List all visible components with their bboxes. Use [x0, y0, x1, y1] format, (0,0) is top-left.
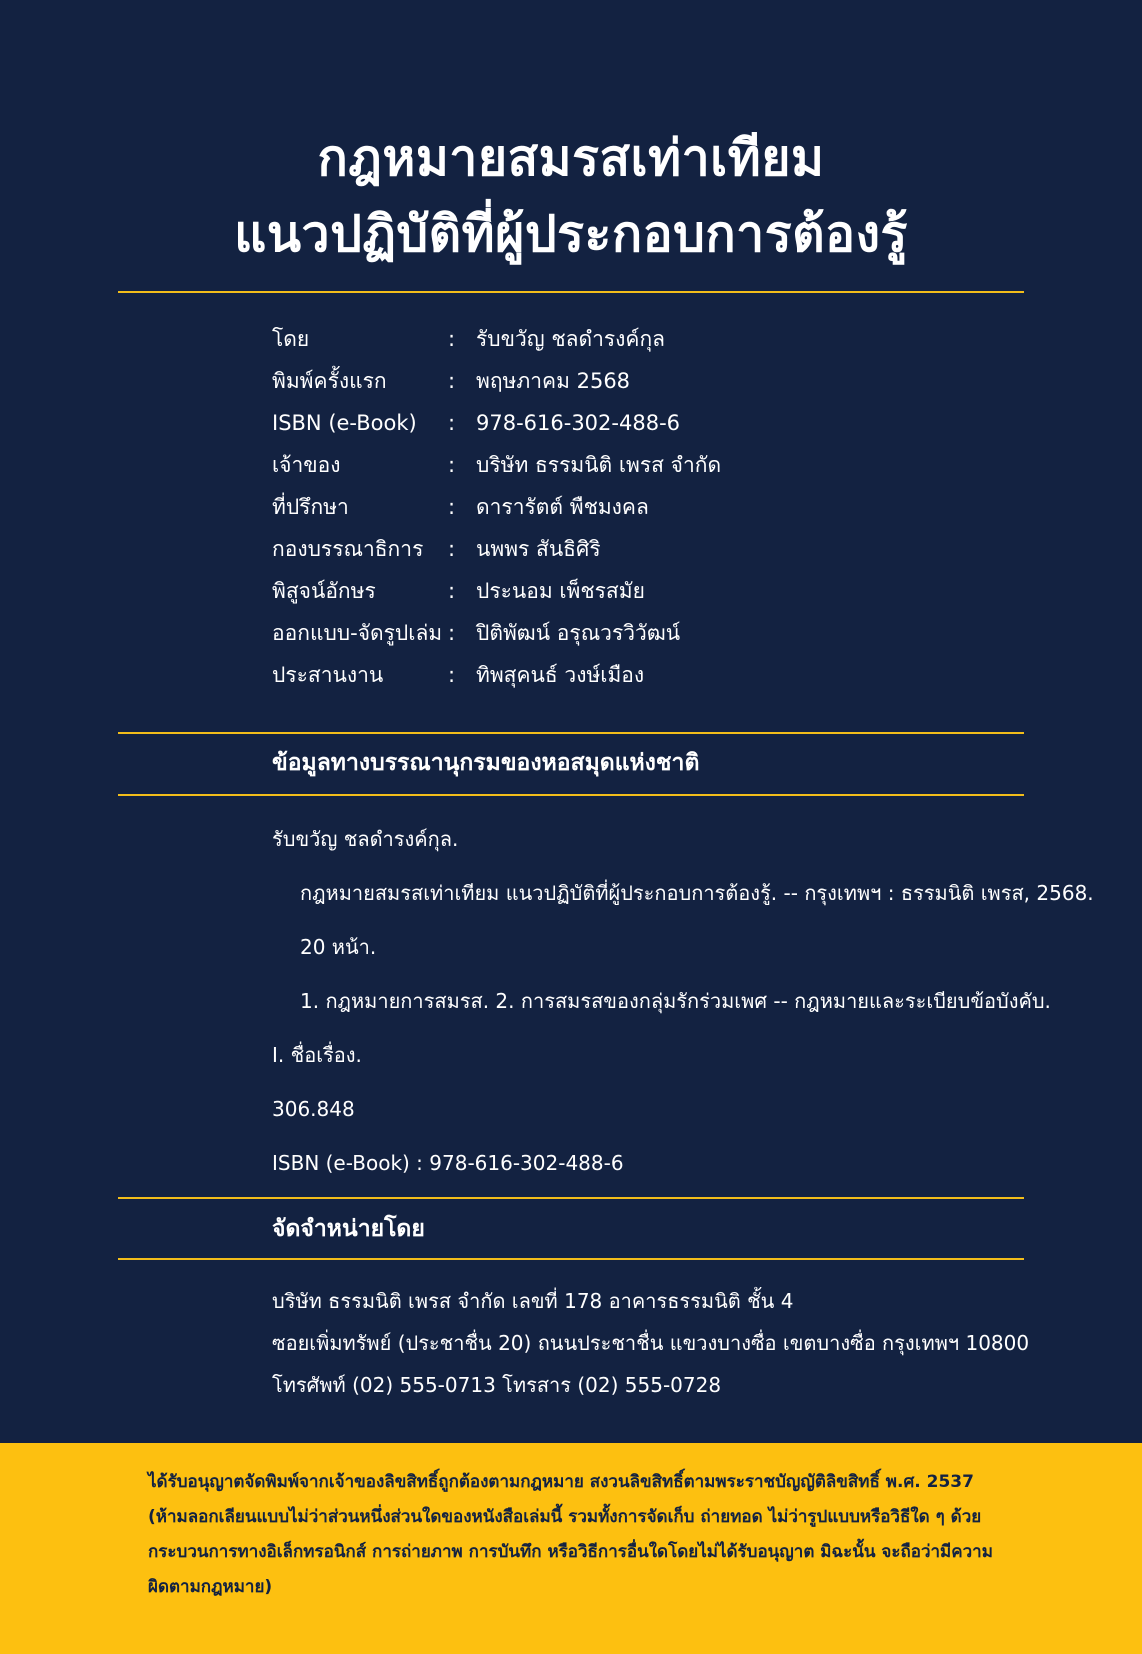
- credit-value: นพพร สันธิศิริ: [476, 536, 601, 561]
- divider-distribution-top: [118, 1197, 1024, 1199]
- credit-value: พฤษภาคม 2568: [476, 368, 631, 393]
- credit-colon: :: [448, 621, 456, 645]
- credit-row: [272, 654, 1032, 696]
- credit-value: 978-616-302-488-6: [476, 411, 681, 435]
- catalog-heading: ข้อมูลทางบรรณานุกรมของหอสมุดแห่งชาติ: [272, 750, 700, 776]
- credit-colon: :: [448, 663, 456, 687]
- catalog-title-entry: I. ชื่อเรื่อง.: [272, 1043, 362, 1067]
- credit-row: [272, 444, 1032, 486]
- catalog-classification: 306.848: [272, 1097, 355, 1121]
- credit-label: เจ้าของ: [272, 452, 341, 477]
- title-line-2: แนวปฏิบัติที่ผู้ประกอบการต้องรู้: [234, 205, 908, 263]
- divider-title: [118, 291, 1024, 293]
- credit-label: ประสานงาน: [272, 662, 384, 687]
- credit-label: ออกแบบ-จัดรูปเล่ม: [272, 620, 443, 645]
- credit-row: [272, 402, 1032, 444]
- credit-value: บริษัท ธรรมนิติ เพรส จำกัด: [476, 452, 722, 477]
- credit-value: ดารารัตต์ พืชมงคล: [476, 494, 649, 519]
- credit-label: พิมพ์ครั้งแรก: [272, 368, 387, 393]
- credit-label: โดย: [272, 326, 310, 351]
- credit-label: ที่ปรึกษา: [272, 494, 349, 519]
- credit-value: ประนอม เพ็ชรสมัย: [476, 578, 645, 603]
- credit-colon: :: [448, 327, 456, 351]
- credit-colon: :: [448, 411, 456, 435]
- credit-label: พิสูจน์อักษร: [272, 578, 376, 603]
- distribution-line: ซอยเพิ่มทรัพย์ (ประชาชื่น 20) ถนนประชาชื่น แขวงบางซื่อ เขตบางซื่อ กรุงเทพฯ 10800: [272, 1331, 1030, 1355]
- credit-row: [272, 486, 1032, 528]
- catalog-title-line: กฎหมายสมรสเท่าเทียม แนวปฏิบัติที่ผู้ประกอบการต้องรู้. -- กรุงเทพฯ : ธรรมนิติ เพรส, 2568.: [300, 881, 1094, 905]
- credit-colon: :: [448, 579, 456, 603]
- distribution-address: [272, 1280, 1029, 1406]
- copyright-banner: [0, 1443, 1142, 1654]
- divider-catalog-top: [118, 732, 1024, 734]
- credit-colon: :: [448, 453, 456, 477]
- credit-value: รับขวัญ ชลดำรงค์กุล: [476, 326, 666, 351]
- distribution-line: บริษัท ธรรมนิติ เพรส จำกัด เลขที่ 178 อาคารธรรมนิติ ชั้น 4: [272, 1289, 794, 1313]
- credit-label: ISBN (e-Book): [272, 411, 417, 435]
- credit-value: ทิพสุคนธ์ วงษ์เมือง: [476, 662, 645, 687]
- divider-distribution-bottom: [118, 1258, 1024, 1260]
- catalog-author: รับขวัญ ชลดำรงค์กุล.: [272, 827, 459, 851]
- credit-colon: :: [448, 537, 456, 561]
- catalog-entry: [272, 812, 1094, 1190]
- credit-row: [272, 318, 1032, 360]
- credit-row: [272, 570, 1032, 612]
- credit-row: [272, 360, 1032, 402]
- credits-list: [272, 318, 1032, 696]
- book-title: [0, 120, 1142, 272]
- copyright-notice: ได้รับอนุญาตจัดพิมพ์จากเจ้าของลิขสิทธิ์ถูกต้องตามกฎหมาย สงวนลิขสิทธิ์ตามพระราชบัญญัติลิขสิทธิ์ พ.ศ. 2537 (ห้ามลอกเลียนแบบไม่ว่าส่วนหนึ่งส่วนใดของหนังสือเล่มนี้ รวมทั้งการจัดเก็บ ถ่ายทอด ไม่ว่ารูปแบบหรือวิธีใด ๆ ด้วยกระบวนการทางอิเล็กทรอนิกส์ การถ่ายภาพ การบันทึก หรือวิธีการอื่นใดโดยไม่ได้รับอนุญาต มิฉะนั้น จะถือว่ามีความผิดตามกฎหมาย): [148, 1472, 993, 1597]
- credit-colon: :: [448, 369, 456, 393]
- credit-label: กองบรรณาธิการ: [272, 536, 424, 561]
- distribution-line: โทรศัพท์ (02) 555-0713 โทรสาร (02) 555-0728: [272, 1373, 722, 1397]
- catalog-isbn: ISBN (e-Book) : 978-616-302-488-6: [272, 1151, 624, 1175]
- credit-value: ปิติพัฒน์ อรุณวรวิวัฒน์: [476, 620, 681, 645]
- divider-catalog-bottom: [118, 794, 1024, 796]
- distribution-heading: จัดจำหน่ายโดย: [272, 1216, 425, 1242]
- catalog-subjects: 1. กฎหมายการสมรส. 2. การสมรสของกลุ่มรักร่วมเพศ -- กฎหมายและระเบียบข้อบังคับ.: [300, 989, 1051, 1013]
- credit-row: [272, 528, 1032, 570]
- credit-row: [272, 612, 1032, 654]
- title-line-1: กฎหมายสมรสเท่าเทียม: [317, 129, 825, 187]
- catalog-pages: 20 หน้า.: [300, 935, 377, 959]
- credit-colon: :: [448, 495, 456, 519]
